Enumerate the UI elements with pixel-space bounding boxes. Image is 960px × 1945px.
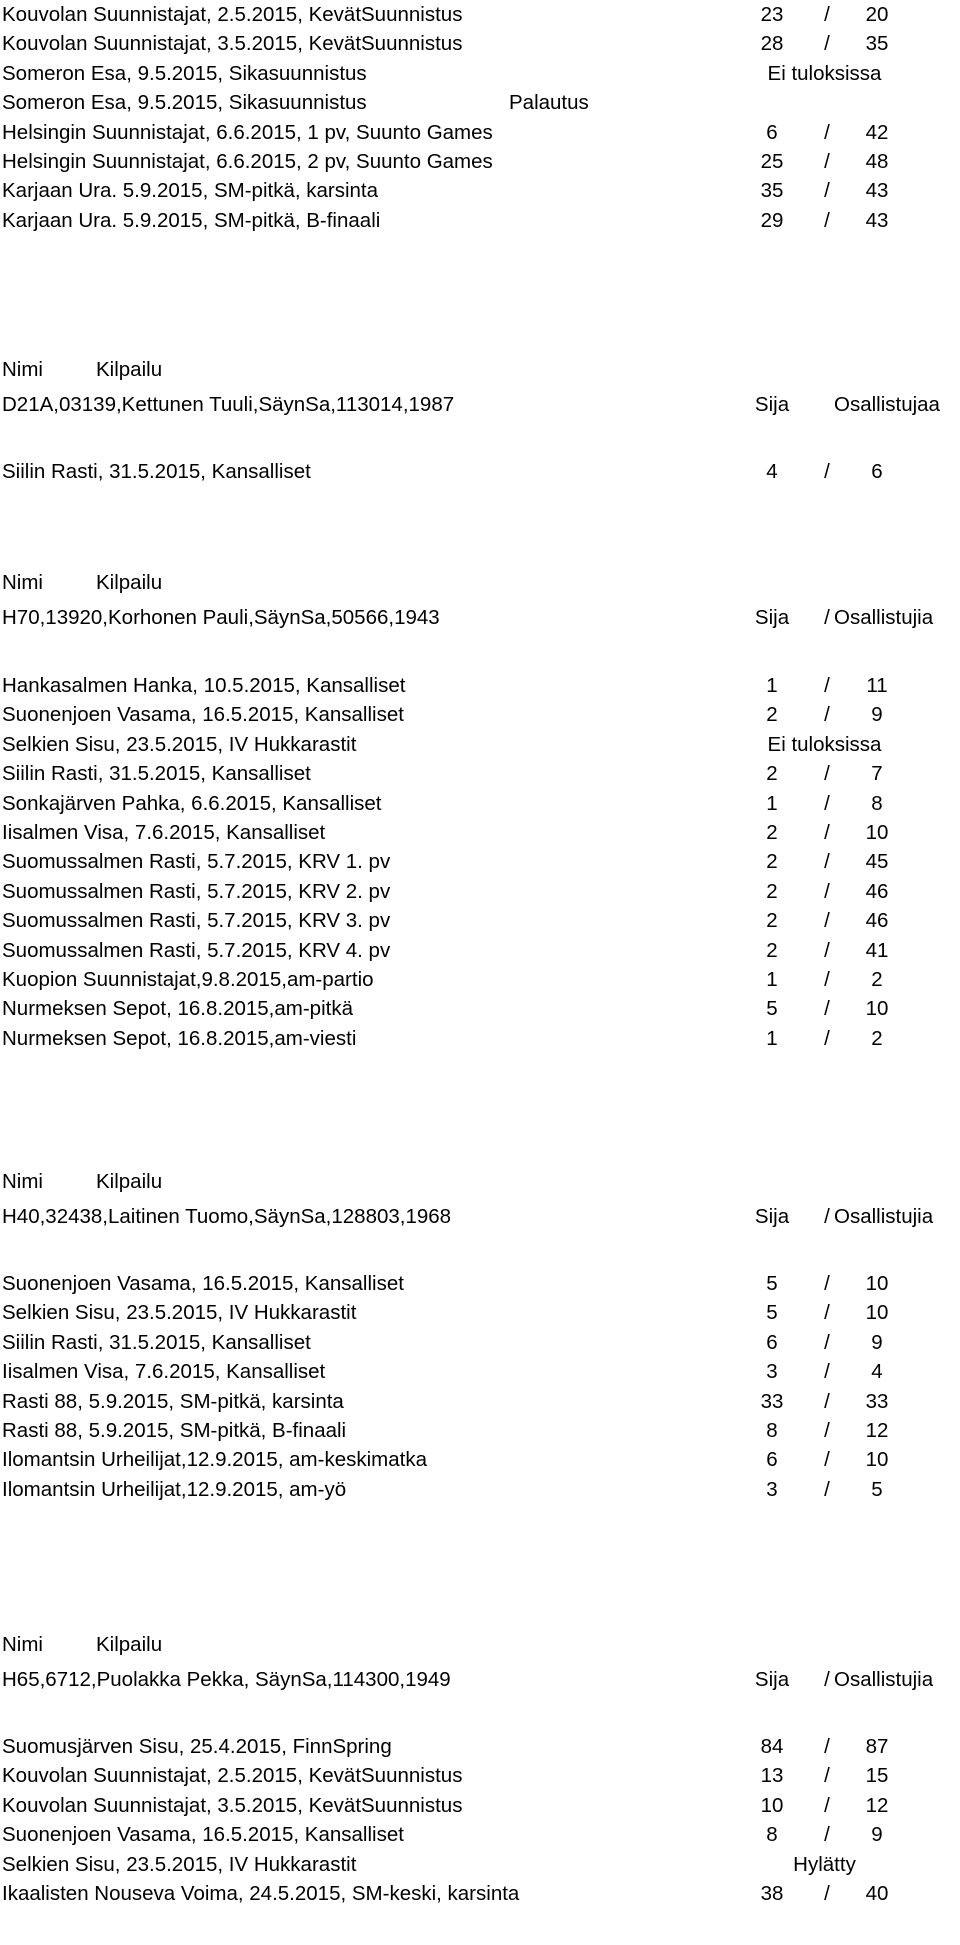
participants-value: 43 — [865, 209, 889, 232]
separator-slash: / — [824, 762, 830, 785]
separator-slash: / — [824, 150, 830, 173]
competition-name: Siilin Rasti, 31.5.2015, Kansalliset — [2, 460, 311, 483]
result-row — [0, 1472, 960, 1507]
person-info: H40,32438,Laitinen Tuomo,SäynSa,128803,1968 — [2, 1205, 452, 1228]
placement-value: 2 — [766, 939, 778, 962]
competition-name: Suomussalmen Rasti, 5.7.2015, KRV 2. pv — [2, 880, 391, 903]
participants-value: 9 — [871, 1823, 883, 1846]
placement-value: 23 — [760, 3, 784, 26]
separator-slash: / — [824, 1360, 830, 1383]
header-nimi: Nimi — [2, 571, 43, 594]
competition-name: Someron Esa, 9.5.2015, Sikasuunnistus — [2, 91, 367, 114]
separator-slash: / — [824, 792, 830, 815]
person-info: H65,6712,Puolakka Pekka, SäynSa,114300,1949 — [2, 1668, 451, 1691]
competition-name: Kouvolan Suunnistajat, 3.5.2015, KevätSuunnistus — [2, 1794, 463, 1817]
competition-name: Iisalmen Visa, 7.6.2015, Kansalliset — [2, 1360, 326, 1383]
placement-value: 1 — [766, 968, 778, 991]
participants-value: 15 — [865, 1764, 889, 1787]
person-info: D21A,03139,Kettunen Tuuli,SäynSa,113014,1987 — [2, 393, 455, 416]
column-separator: / — [824, 1205, 830, 1228]
competition-name: Nurmeksen Sepot, 16.8.2015,am-viesti — [2, 1027, 357, 1050]
competition-name: Siilin Rasti, 31.5.2015, Kansalliset — [2, 762, 311, 785]
column-sija: Sija — [754, 1668, 790, 1691]
competition-name: Suonenjoen Vasama, 16.5.2015, Kansalliset — [2, 1823, 404, 1846]
person-row — [0, 1199, 960, 1234]
header-kilpailu: Kilpailu — [96, 1633, 163, 1656]
participants-value: 9 — [871, 703, 883, 726]
placement-value: 4 — [766, 460, 778, 483]
competition-name: Karjaan Ura. 5.9.2015, SM-pitkä, karsinta — [2, 179, 379, 202]
placement-value: 38 — [760, 1882, 784, 1905]
participants-value: 10 — [865, 1301, 889, 1324]
result-row — [0, 454, 960, 489]
person-row — [0, 600, 960, 635]
separator-slash: / — [824, 821, 830, 844]
competition-name: Rasti 88, 5.9.2015, SM-pitkä, karsinta — [2, 1390, 344, 1413]
column-sija: Sija — [754, 606, 790, 629]
section-header — [0, 565, 960, 600]
separator-slash: / — [824, 1027, 830, 1050]
competition-name: Suonenjoen Vasama, 16.5.2015, Kansalliset — [2, 1272, 404, 1295]
placement-value: 2 — [766, 703, 778, 726]
placement-value: 5 — [766, 997, 778, 1020]
participants-value: 10 — [865, 821, 889, 844]
placement-value: 1 — [766, 1027, 778, 1050]
header-kilpailu: Kilpailu — [96, 358, 163, 381]
column-separator: / — [824, 1668, 830, 1691]
separator-slash: / — [824, 1331, 830, 1354]
placement-value: 8 — [766, 1419, 778, 1442]
placement-value: 35 — [760, 179, 784, 202]
separator-slash: / — [824, 1448, 830, 1471]
participants-value: 40 — [865, 1882, 889, 1905]
placement-value: 29 — [760, 209, 784, 232]
placement-value: 1 — [766, 674, 778, 697]
competition-name: Suomussalmen Rasti, 5.7.2015, KRV 3. pv — [2, 909, 391, 932]
participants-value: 87 — [865, 1735, 889, 1758]
separator-slash: / — [824, 1390, 830, 1413]
result-row — [0, 1021, 960, 1056]
result-row — [0, 203, 960, 238]
person-row — [0, 387, 960, 422]
placement-value: 10 — [760, 1794, 784, 1817]
participants-value: 42 — [865, 121, 889, 144]
placement-value: 3 — [766, 1478, 778, 1501]
placement-value: 2 — [766, 909, 778, 932]
competition-name: Selkien Sisu, 23.5.2015, IV Hukkarastit — [2, 1853, 357, 1876]
separator-slash: / — [824, 850, 830, 873]
participants-value: 5 — [871, 1478, 883, 1501]
result-status: Ei tuloksissa — [767, 62, 882, 85]
competition-name: Suonenjoen Vasama, 16.5.2015, Kansalliset — [2, 703, 404, 726]
placement-value: 3 — [766, 1360, 778, 1383]
separator-slash: / — [824, 880, 830, 903]
competition-name: Someron Esa, 9.5.2015, Sikasuunnistus — [2, 62, 367, 85]
competition-name: Kouvolan Suunnistajat, 2.5.2015, KevätSuunnistus — [2, 3, 463, 26]
header-nimi: Nimi — [2, 1170, 43, 1193]
competition-name: Rasti 88, 5.9.2015, SM-pitkä, B-finaali — [2, 1419, 347, 1442]
participants-value: 41 — [865, 939, 889, 962]
separator-slash: / — [824, 1882, 830, 1905]
participants-value: 7 — [871, 762, 883, 785]
person-row — [0, 1662, 960, 1697]
separator-slash: / — [824, 1735, 830, 1758]
column-separator: / — [824, 606, 830, 629]
competition-name: Kouvolan Suunnistajat, 2.5.2015, KevätSuunnistus — [2, 1764, 463, 1787]
competition-name: Iisalmen Visa, 7.6.2015, Kansalliset — [2, 821, 326, 844]
separator-slash: / — [824, 1823, 830, 1846]
participants-value: 33 — [865, 1390, 889, 1413]
placement-value: 28 — [760, 32, 784, 55]
placement-value: 8 — [766, 1823, 778, 1846]
separator-slash: / — [824, 32, 830, 55]
column-sija: Sija — [754, 1205, 790, 1228]
section-header — [0, 1164, 960, 1199]
separator-slash: / — [824, 1764, 830, 1787]
separator-slash: / — [824, 209, 830, 232]
participants-value: 11 — [866, 674, 888, 697]
column-osallistujia: Osallistujia — [834, 1205, 934, 1228]
result-status: Ei tuloksissa — [767, 733, 882, 756]
placement-value: 2 — [766, 821, 778, 844]
separator-slash: / — [824, 909, 830, 932]
result-row — [0, 1876, 960, 1911]
competition-name: Nurmeksen Sepot, 16.8.2015,am-pitkä — [2, 997, 353, 1020]
placement-value: 13 — [760, 1764, 784, 1787]
placement-value: 2 — [766, 850, 778, 873]
separator-slash: / — [824, 674, 830, 697]
separator-slash: / — [824, 703, 830, 726]
participants-value: 6 — [871, 460, 883, 483]
participants-value: 48 — [865, 150, 889, 173]
result-status: Hylätty — [793, 1853, 856, 1876]
header-nimi: Nimi — [2, 358, 43, 381]
header-nimi: Nimi — [2, 1633, 43, 1656]
placement-value: 6 — [766, 1331, 778, 1354]
placement-value: 33 — [760, 1390, 784, 1413]
participants-value: 2 — [871, 1027, 883, 1050]
placement-value: 6 — [766, 1448, 778, 1471]
competition-name: Suomussalmen Rasti, 5.7.2015, KRV 1. pv — [2, 850, 391, 873]
section-header — [0, 1627, 960, 1662]
participants-value: 46 — [865, 880, 889, 903]
competition-name: Sonkajärven Pahka, 6.6.2015, Kansalliset — [2, 792, 382, 815]
separator-slash: / — [824, 1419, 830, 1442]
competition-name: Ilomantsin Urheilijat,12.9.2015, am-yö — [2, 1478, 347, 1501]
placement-value: 6 — [766, 121, 778, 144]
participants-value: 20 — [865, 3, 889, 26]
competition-name: Ilomantsin Urheilijat,12.9.2015, am-keskimatka — [2, 1448, 427, 1471]
participants-value: 9 — [871, 1331, 883, 1354]
placement-value: 1 — [766, 792, 778, 815]
placement-value: 2 — [766, 762, 778, 785]
placement-value: 84 — [760, 1735, 784, 1758]
column-osallistujia: Osallistujia — [834, 606, 934, 629]
placement-value: 5 — [766, 1272, 778, 1295]
competition-name: Suomusjärven Sisu, 25.4.2015, FinnSpring — [2, 1735, 392, 1758]
separator-slash: / — [824, 1794, 830, 1817]
participants-value: 8 — [871, 792, 883, 815]
participants-value: 12 — [865, 1419, 889, 1442]
header-kilpailu: Kilpailu — [96, 571, 163, 594]
competition-name: Suomussalmen Rasti, 5.7.2015, KRV 4. pv — [2, 939, 391, 962]
competition-name: Siilin Rasti, 31.5.2015, Kansalliset — [2, 1331, 311, 1354]
result-note: Palautus — [509, 91, 589, 114]
participants-value: 43 — [865, 179, 889, 202]
competition-name: Helsingin Suunnistajat, 6.6.2015, 2 pv, Suunto Games — [2, 150, 493, 173]
competition-name: Selkien Sisu, 23.5.2015, IV Hukkarastit — [2, 733, 357, 756]
section-header — [0, 352, 960, 387]
competition-name: Karjaan Ura. 5.9.2015, SM-pitkä, B-finaali — [2, 209, 381, 232]
separator-slash: / — [824, 3, 830, 26]
competition-name: Kuopion Suunnistajat,9.8.2015,am-partio — [2, 968, 374, 991]
column-sija: Sija — [754, 393, 790, 416]
participants-value: 35 — [865, 32, 889, 55]
column-osallistujia: Osallistujaa — [834, 393, 940, 416]
separator-slash: / — [824, 1272, 830, 1295]
separator-slash: / — [824, 121, 830, 144]
separator-slash: / — [824, 997, 830, 1020]
separator-slash: / — [824, 179, 830, 202]
separator-slash: / — [824, 968, 830, 991]
separator-slash: / — [824, 939, 830, 962]
header-kilpailu: Kilpailu — [96, 1170, 163, 1193]
separator-slash: / — [824, 1478, 830, 1501]
separator-slash: / — [824, 1301, 830, 1324]
competition-name: Ikaalisten Nouseva Voima, 24.5.2015, SM-keski, karsinta — [2, 1882, 520, 1905]
competition-name: Kouvolan Suunnistajat, 3.5.2015, KevätSuunnistus — [2, 32, 463, 55]
participants-value: 10 — [865, 1448, 889, 1471]
competition-name: Helsingin Suunnistajat, 6.6.2015, 1 pv, Suunto Games — [2, 121, 493, 144]
participants-value: 2 — [871, 968, 883, 991]
participants-value: 45 — [865, 850, 889, 873]
participants-value: 4 — [871, 1360, 883, 1383]
participants-value: 46 — [865, 909, 889, 932]
placement-value: 25 — [760, 150, 784, 173]
column-osallistujia: Osallistujia — [834, 1668, 934, 1691]
participants-value: 10 — [865, 1272, 889, 1295]
placement-value: 2 — [766, 880, 778, 903]
separator-slash: / — [824, 460, 830, 483]
participants-value: 10 — [865, 997, 889, 1020]
participants-value: 12 — [865, 1794, 889, 1817]
competition-name: Selkien Sisu, 23.5.2015, IV Hukkarastit — [2, 1301, 357, 1324]
competition-name: Hankasalmen Hanka, 10.5.2015, Kansalliset — [2, 674, 406, 697]
placement-value: 5 — [766, 1301, 778, 1324]
person-info: H70,13920,Korhonen Pauli,SäynSa,50566,1943 — [2, 606, 440, 629]
